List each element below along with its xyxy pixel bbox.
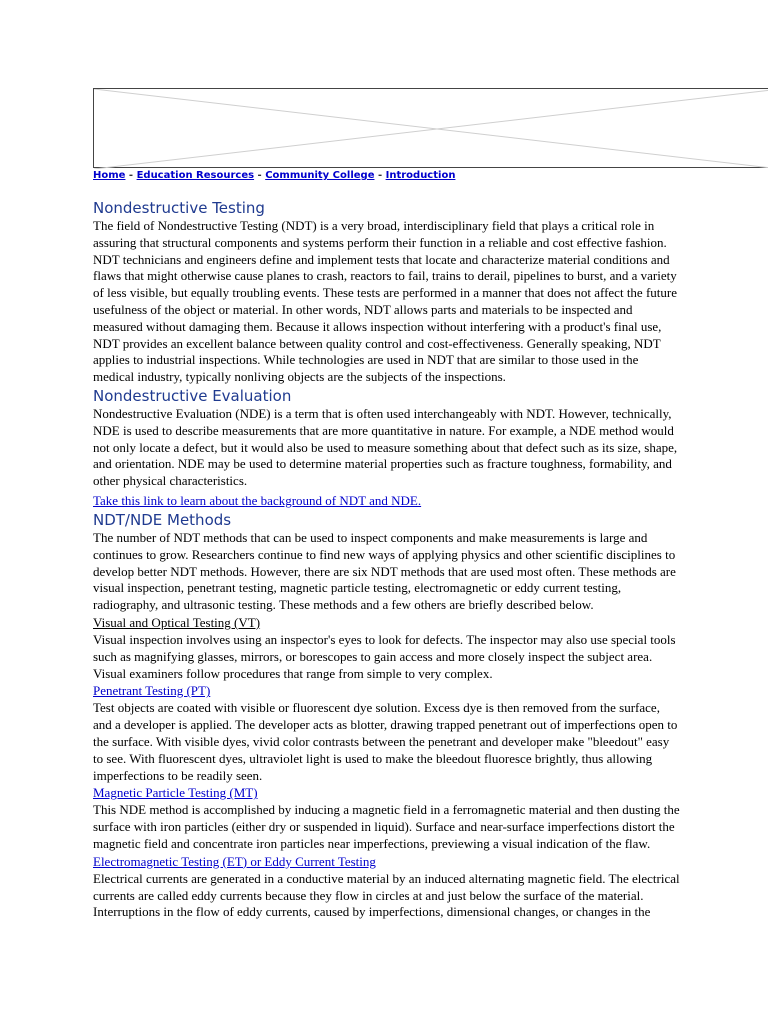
heading-ndt-nde-methods: NDT/NDE Methods	[93, 510, 232, 529]
paragraph-line: continues to grow. Researchers continue to find new ways of applying physics and other scientific disciplines to	[93, 546, 676, 562]
paragraph-line: measured without damaging them. Because it allows inspection without interfering with a product's final use,	[93, 318, 662, 334]
breadcrumb-separator: -	[374, 170, 386, 181]
magnetic-particle-testing-link[interactable]: Magnetic Particle Testing (MT)	[93, 785, 258, 801]
banner-image-placeholder	[93, 88, 768, 168]
paragraph-line: This NDE method is accomplished by inducing a magnetic field in a ferromagnetic material and then dusting the	[93, 802, 680, 818]
paragraph-line: Visual examiners follow procedures that range from simple to very complex.	[93, 665, 493, 681]
paragraph-line: and a developer is applied. The developer acts as blotter, drawing trapped penetrant out of imperfections open to	[93, 717, 678, 733]
paragraph-line: NDT technicians and engineers define and implement tests that locate and characterize material conditions and	[93, 251, 670, 267]
paragraph-ndt	[93, 218, 768, 386]
paragraph-methods	[93, 530, 768, 614]
paragraph-pt	[93, 700, 768, 784]
paragraph-line: usefulness of the object or material. In other words, NDT allows parts and materials to be inspected and	[93, 301, 633, 317]
breadcrumb-separator: -	[254, 170, 266, 181]
paragraph-line: the surface. With visible dyes, vivid color contrasts between the penetrant and developer make "bleedout" easy	[93, 733, 670, 749]
paragraph-line: The number of NDT methods that can be used to inspect components and make measurements is large and	[93, 529, 648, 545]
vt-subheading: Visual and Optical Testing (VT)	[93, 614, 261, 630]
paragraph-line: surface with iron particles (either dry or suspended in liquid). Surface and near-surface imperfections distort the	[93, 819, 675, 835]
breadcrumb-college-link[interactable]: Community College	[265, 170, 375, 181]
paragraph-line: to see. With fluorescent dyes, ultraviolet light is used to make the bleedout fluoresce brightly, thus allowing	[93, 750, 653, 766]
paragraph-line: Test objects are coated with visible or fluorescent dye solution. Excess dye is then removed from the surface,	[93, 700, 660, 716]
paragraph-line: Electrical currents are generated in a conductive material by an induced alternating magnetic field. The electrical	[93, 870, 680, 886]
ndt-nde-background-link[interactable]: Take this link to learn about the background of NDT and NDE.	[93, 492, 422, 508]
paragraph-line: magnetic field and concentrate iron particles near imperfections, previewing a visual indication of the flaw.	[93, 835, 651, 851]
heading-nondestructive-testing: Nondestructive Testing	[93, 199, 265, 217]
electromagnetic-testing-link[interactable]: Electromagnetic Testing (ET) or Eddy Current Testing	[93, 853, 376, 869]
paragraph-line: applies to industrial inspections. While technologies are used in NDT that are similar to those used in the	[93, 352, 639, 368]
breadcrumb-separator: -	[125, 170, 137, 181]
paragraph-vt	[93, 632, 768, 682]
paragraph-nde	[93, 406, 768, 490]
breadcrumb	[93, 169, 768, 185]
paragraph-mt	[93, 802, 768, 852]
heading-nondestructive-evaluation: Nondestructive Evaluation	[93, 386, 292, 405]
paragraph-line: such as magnifying glasses, mirrors, or borescopes to gain access and more closely inspect the subject area.	[93, 648, 653, 664]
paragraph-line: NDE is used to describe measurements that are more quantitative in nature. For example, a NDE method would	[93, 422, 674, 438]
paragraph-line: other physical characteristics.	[93, 473, 248, 489]
paragraph-line: Visual inspection involves using an inspector's eyes to look for defects. The inspector may also use special tools	[93, 631, 676, 647]
paragraph-line: currents are called eddy currents because they flow in circles at and just below the surface of the material.	[93, 887, 644, 903]
breadcrumb-home-link[interactable]: Home	[93, 170, 126, 181]
paragraph-line: radiography, and ultrasonic testing. These methods and a few others are briefly described below.	[93, 597, 594, 613]
paragraph-line: flaws that might otherwise cause planes to crash, reactors to fail, trains to derail, pipelines to burst, and a variety	[93, 268, 677, 284]
penetrant-testing-link[interactable]: Penetrant Testing (PT)	[93, 683, 211, 699]
paragraph-line: Nondestructive Evaluation (NDE) is a term that is often used interchangeably with NDT. However, technically,	[93, 405, 672, 421]
paragraph-et	[93, 871, 768, 921]
paragraph-line: medical industry, typically nonliving objects are the subjects of the inspections.	[93, 369, 506, 385]
page-content	[93, 88, 768, 921]
paragraph-line: and orientation. NDE may be used to determine material properties such as fracture toughness, formability, and	[93, 456, 672, 472]
paragraph-line: assuring that structural components and systems perform their function in a reliable and cost effective fashion.	[93, 234, 667, 250]
paragraph-line: imperfections to be readily seen.	[93, 767, 263, 783]
paragraph-line: develop better NDT methods. However, there are six NDT methods that are used most often. These methods are	[93, 563, 676, 579]
broken-image-icon	[94, 89, 768, 169]
breadcrumb-introduction-link[interactable]: Introduction	[385, 170, 456, 181]
paragraph-line: visual inspection, penetrant testing, magnetic particle testing, electromagnetic or eddy current testing,	[93, 580, 622, 596]
paragraph-line: The field of Nondestructive Testing (NDT) is a very broad, interdisciplinary field that plays a critical role in	[93, 218, 655, 233]
paragraph-line: NDT provides an excellent balance between quality control and cost-effectiveness. Generally speaking, NDT	[93, 335, 661, 351]
paragraph-line: Interruptions in the flow of eddy currents, caused by imperfections, dimensional changes, or changes in the	[93, 904, 651, 920]
paragraph-line: not only locate a defect, but it would also be used to measure something about that defect such as its size, shape,	[93, 439, 678, 455]
paragraph-line: of less visible, but equally troubling events. These tests are performed in a manner that does not affect the future	[93, 285, 677, 301]
breadcrumb-education-link[interactable]: Education Resources	[136, 170, 255, 181]
